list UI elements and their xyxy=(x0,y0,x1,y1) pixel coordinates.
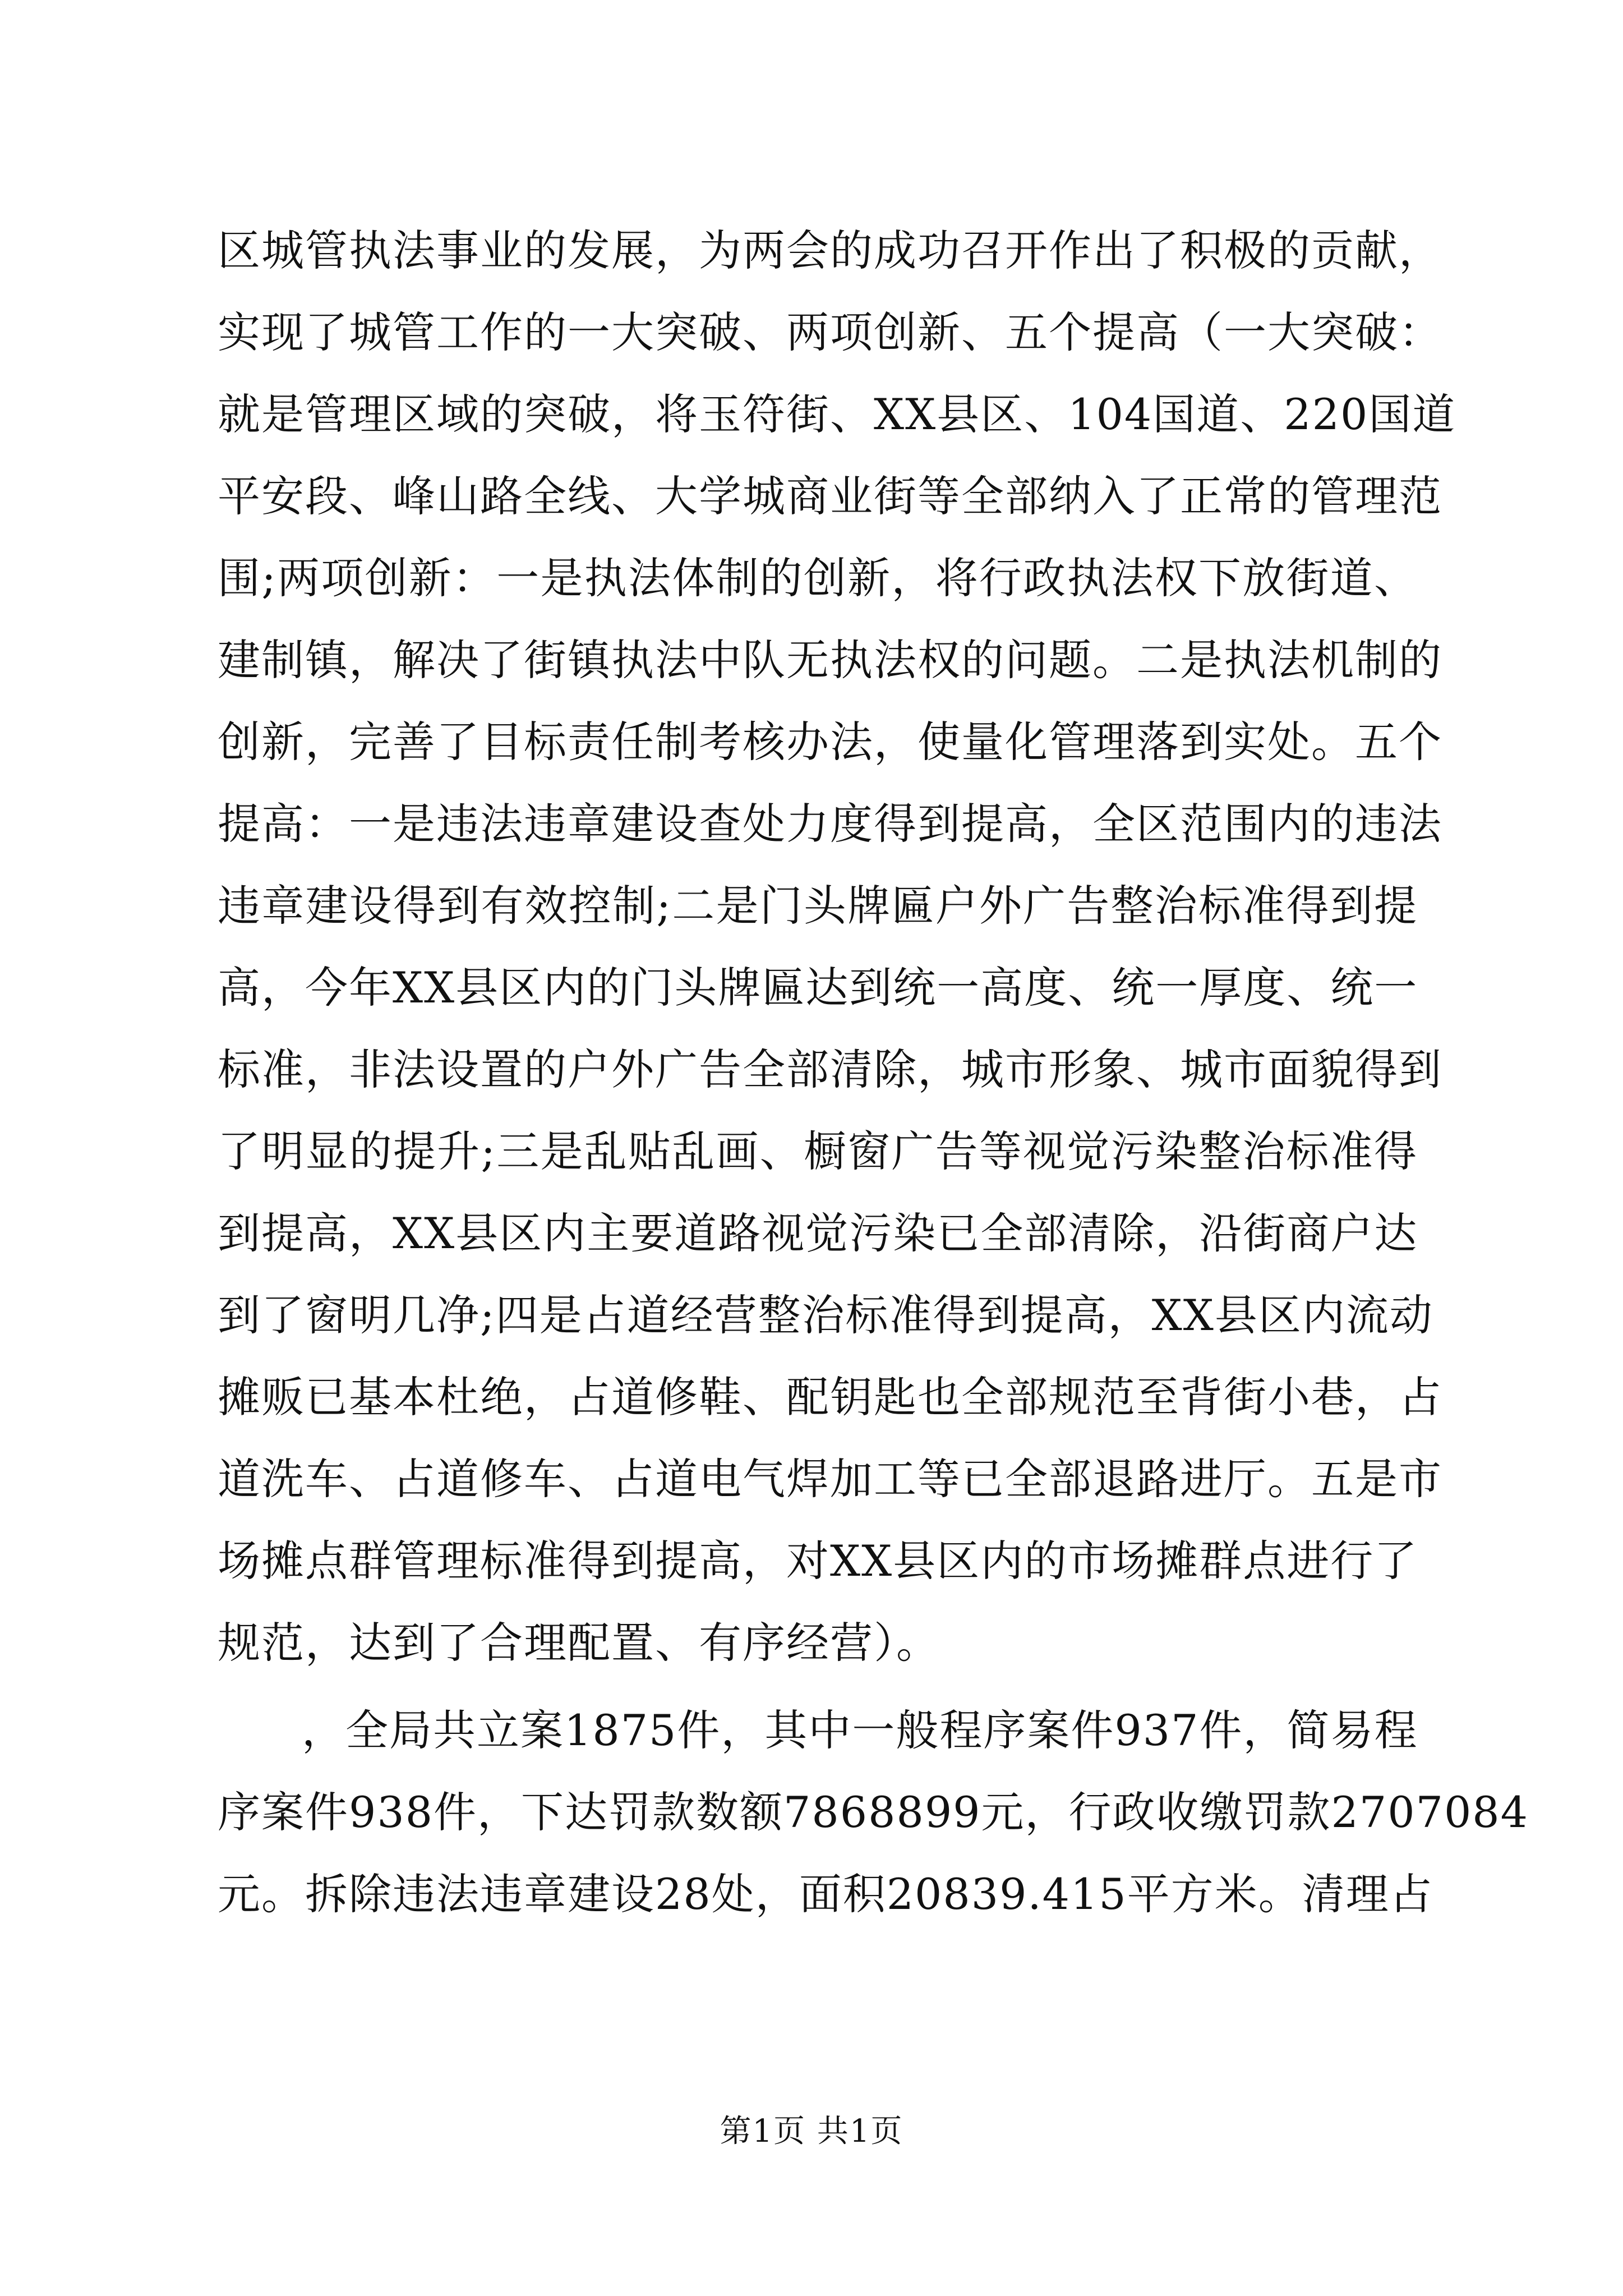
text-line: 到了窗明几净;四是占道经营整治标准得到提高，XX县区内流动 xyxy=(218,1290,1433,1340)
text-line: 摊贩已基本杜绝，占道修鞋、配钥匙也全部规范至背街小巷，占 xyxy=(218,1372,1442,1422)
paragraph-2 xyxy=(218,1690,1529,1935)
text-line: 就是管理区域的突破，将玉符街、XX县区、104国道、220国道 xyxy=(218,389,1456,439)
text-line: 规范，达到了合理配置、有序经营）。 xyxy=(218,1618,940,1668)
text-line: 了明显的提升;三是乱贴乱画、橱窗广告等视觉污染整治标准得 xyxy=(218,1126,1418,1176)
text-line: 区城管执法事业的发展，为两会的成功召开作出了积极的贡献， xyxy=(218,226,1442,275)
text-line: ，全局共立案1875件，其中一般程序案件937件，简易程 xyxy=(302,1705,1418,1755)
page-number-label: 第1页 共1页 xyxy=(720,2113,903,2150)
text-line: 违章建设得到有效控制;二是门头牌匾户外广告整治标准得到提 xyxy=(218,881,1418,931)
document-body xyxy=(218,210,1529,1935)
text-line: 创新，完善了目标责任制考核办法，使量化管理落到实处。五个 xyxy=(218,717,1442,767)
text-line: 高，今年XX县区内的门头牌匾达到统一高度、统一厚度、统一 xyxy=(218,963,1418,1013)
paragraph-spacer xyxy=(218,1684,1418,1690)
page-footer xyxy=(0,2109,1623,2154)
text-line: 平安段、峰山路全线、大学城商业街等全部纳入了正常的管理范 xyxy=(218,471,1442,521)
text-line: 实现了城管工作的一大突破、两项创新、五个提高（一大突破： xyxy=(218,307,1442,357)
text-line: 提高：一是违法违章建设查处力度得到提高，全区范围内的违法 xyxy=(218,799,1442,849)
text-line: 元。拆除违法违章建设28处，面积20839.415平方米。清理占 xyxy=(218,1869,1433,1919)
text-line: 建制镇，解决了街镇执法中队无执法权的问题。二是执法机制的 xyxy=(218,635,1442,685)
paragraph-1 xyxy=(218,210,1456,1684)
text-line: 标准，非法设置的户外广告全部清除，城市形象、城市面貌得到 xyxy=(218,1045,1442,1094)
text-line: 道洗车、占道修车、占道电气焊加工等已全部退路进厅。五是市 xyxy=(218,1454,1442,1504)
text-line: 序案件938件，下达罚款数额7868899元，行政收缴罚款2707084 xyxy=(218,1787,1529,1837)
text-line: 到提高，XX县区内主要道路视觉污染已全部清除，沿街商户达 xyxy=(218,1208,1418,1258)
text-line: 围;两项创新：一是执法体制的创新，将行政执法权下放街道、 xyxy=(218,553,1418,603)
text-line: 场摊点群管理标准得到提高，对XX县区内的市场摊群点进行了 xyxy=(218,1536,1418,1586)
